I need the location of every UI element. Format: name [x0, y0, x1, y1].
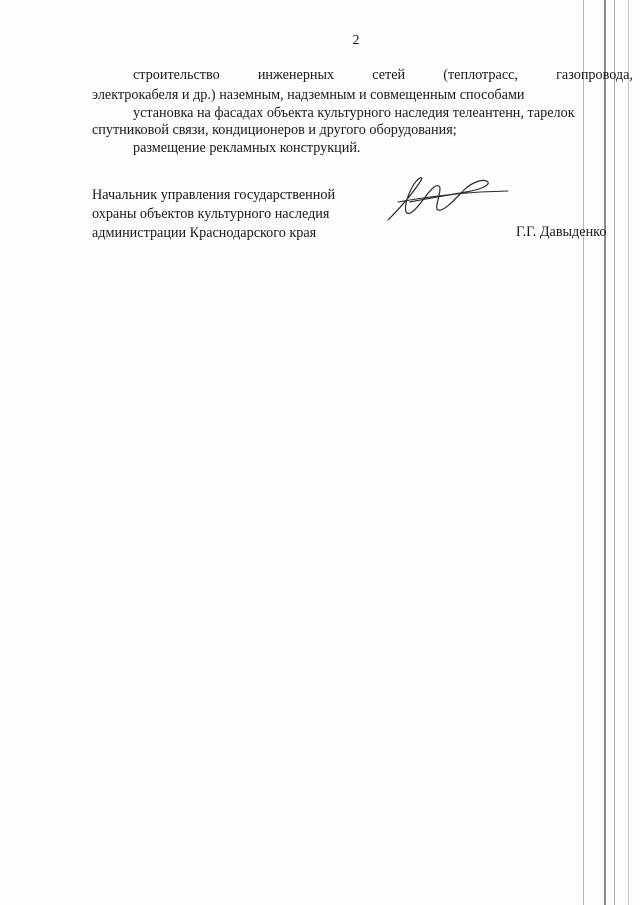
word: (теплотрасс, [443, 67, 518, 83]
word: сетей [372, 67, 406, 83]
body-line-2: электрокабеля и др.) наземным, надземным и совмещенным способами [92, 87, 525, 103]
scan-artifact-line [583, 0, 584, 905]
signer-title [92, 186, 335, 243]
handwritten-signature [380, 168, 510, 228]
body-line-4: спутниковой связи, кондиционеров и другого оборудования; [92, 122, 457, 138]
body-line-5: размещение рекламных конструкций. [133, 140, 361, 156]
word: газопровода, [556, 67, 633, 83]
scan-artifact-line [614, 0, 615, 905]
signer-title-line: Начальник управления государственной [92, 187, 336, 203]
signer-title-line: охраны объектов культурного наследия [92, 206, 330, 222]
signer-title-line: администрации Краснодарского края [92, 225, 317, 241]
signer-name: Г.Г. Давыденко [516, 224, 607, 240]
page-number: 2 [352, 33, 360, 48]
body-line-1 [133, 68, 633, 82]
word: строительство [133, 67, 220, 83]
word: инженерных [257, 67, 335, 83]
body-line-3: установка на фасадах объекта культурного наследия телеантенн, тарелок [133, 105, 575, 121]
scan-artifact-line [628, 0, 629, 905]
scan-artifact-line [604, 0, 606, 905]
